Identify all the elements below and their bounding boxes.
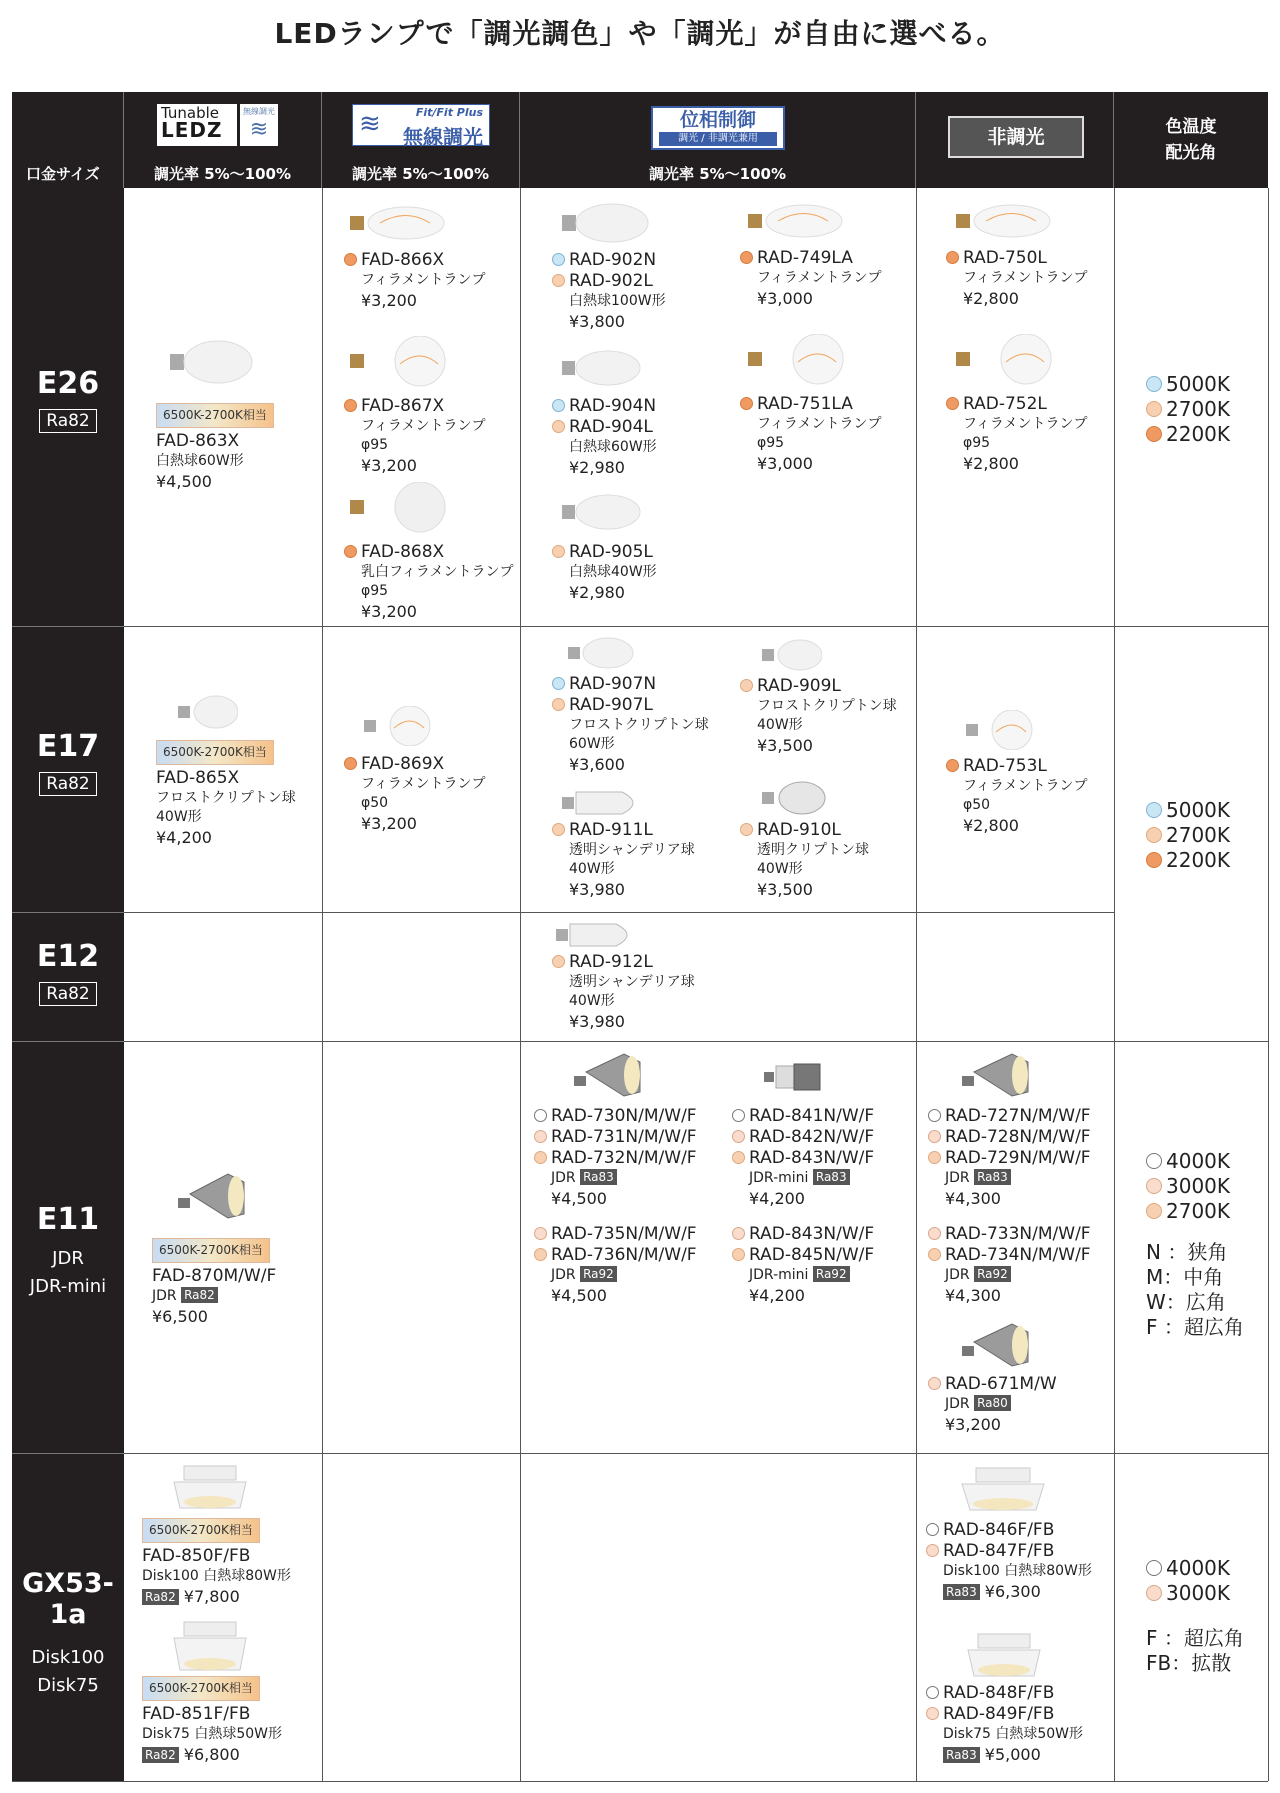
row-e12-label: E12 Ra82 bbox=[12, 912, 124, 1041]
color-dot-3000k bbox=[1146, 1178, 1162, 1194]
color-dot-2700k bbox=[1146, 827, 1162, 843]
fit-dimming-rate: 調光率 5%〜100% bbox=[351, 165, 490, 183]
color-dot-4000k bbox=[926, 1686, 939, 1699]
color-dot-2700k bbox=[552, 274, 565, 287]
product-rad-848: RAD-848F/FB RAD-849F/FB Disk75 白熱球50W形 Ra83 ¥5,000 bbox=[926, 1683, 1083, 1766]
product-fad-850: 6500K-2700K相当 FAD-850F/FB Disk100 白熱球80W形 Ra82 ¥7,800 bbox=[142, 1518, 291, 1608]
page-title: LEDランプで「調光調色」や「調光」が自由に選べる。 bbox=[274, 17, 1006, 50]
header-tunable bbox=[124, 92, 322, 188]
row-e26-label: E26 Ra82 bbox=[12, 188, 124, 626]
header-base-size bbox=[12, 92, 124, 188]
color-dot-4000k bbox=[1146, 1560, 1162, 1576]
color-dot-2700k bbox=[552, 823, 565, 836]
bulb-a-shape-icon bbox=[562, 203, 650, 245]
color-dot-2700k bbox=[552, 698, 565, 711]
product-fad-865x: 6500K-2700K相当 FAD-865X フロストクリプトン球 40W形 ¥4,200 bbox=[156, 740, 296, 849]
ra-badge: Ra82 bbox=[142, 1589, 179, 1605]
legend-e11: 4000K 3000K 2700K N ：狭角 M：中角 W：広角 F ：超広角 bbox=[1146, 1149, 1244, 1339]
ra-badge: Ra82 bbox=[181, 1287, 218, 1303]
product-fad-867x: FAD-867X フィラメントランプ φ95 ¥3,200 bbox=[344, 396, 485, 477]
legend-gx53: 4000K 3000K F ：超広角 FB：拡散 bbox=[1146, 1556, 1244, 1675]
non-dimming-label: 非調光 bbox=[948, 116, 1084, 158]
color-dot-5000k bbox=[1146, 376, 1162, 392]
color-dot-2700k bbox=[552, 420, 565, 433]
product-rad-733: RAD-733N/M/W/F RAD-734N/M/W/F JDR Ra92 ¥4,300 bbox=[928, 1224, 1091, 1307]
bulb-clear-krypton-icon bbox=[762, 780, 826, 816]
color-dot-3000k bbox=[732, 1227, 745, 1240]
phase-control-logo: 位相制御 調光 / 非調光兼用 bbox=[651, 106, 785, 150]
tunable-ledz-logo: Tunable LEDZ bbox=[157, 104, 237, 146]
color-dot-2700k bbox=[732, 1151, 745, 1164]
product-rad-904: RAD-904N RAD-904L 白熱球60W形 ¥2,980 bbox=[552, 396, 657, 479]
product-fad-851: 6500K-2700K相当 FAD-851F/FB Disk75 白熱球50W形 Ra82 ¥6,800 bbox=[142, 1676, 282, 1766]
grid-line bbox=[322, 188, 323, 1781]
color-dot-2200k bbox=[740, 251, 753, 264]
bulb-chandelier-icon bbox=[556, 920, 640, 950]
color-dot-5000k bbox=[552, 677, 565, 690]
color-dot-2200k bbox=[344, 253, 357, 266]
ra-badge: Ra82 bbox=[39, 409, 97, 433]
cct-label: 6500K-2700K相当 bbox=[152, 1238, 270, 1263]
cct-label: 6500K-2700K相当 bbox=[156, 403, 274, 428]
header-phase bbox=[520, 92, 916, 188]
product-fad-868x: FAD-868X 乳白フィラメントランプ φ95 ¥3,200 bbox=[344, 542, 513, 623]
ra-badge: Ra82 bbox=[142, 1747, 179, 1763]
base-size-label: 口金サイズ bbox=[26, 165, 100, 183]
color-temp-label: 色温度 bbox=[1165, 117, 1217, 137]
product-fad-870: 6500K-2700K相当 FAD-870M/W/F JDR Ra82 ¥6,500 bbox=[152, 1238, 276, 1328]
color-dot-2200k bbox=[344, 757, 357, 770]
ra-badge: Ra83 bbox=[974, 1169, 1011, 1185]
product-rad-749la: RAD-749LA フィラメントランプ ¥3,000 bbox=[740, 248, 881, 310]
product-rad-907: RAD-907N RAD-907L フロストクリプトン球 60W形 ¥3,600 bbox=[552, 674, 709, 776]
cct-label: 6500K-2700K相当 bbox=[142, 1676, 260, 1701]
grid-line bbox=[520, 188, 521, 1781]
grid-line bbox=[916, 188, 917, 1781]
bulb-krypton-icon bbox=[762, 638, 822, 672]
bulb-a-shape-icon bbox=[170, 340, 256, 390]
bulb-filament-icon bbox=[748, 202, 844, 240]
grid-line bbox=[124, 626, 1268, 627]
product-rad-843-845: RAD-843N/W/F RAD-845N/W/F JDR-mini Ra92 ¥4,200 bbox=[732, 1224, 874, 1307]
bulb-filament-globe-icon bbox=[364, 706, 434, 746]
bulb-a-shape-icon bbox=[562, 494, 642, 532]
bulb-filament-icon bbox=[956, 202, 1052, 240]
product-rad-912l: RAD-912L 透明シャンデリア球 40W形 ¥3,980 bbox=[552, 952, 695, 1033]
product-rad-735: RAD-735N/M/W/F RAD-736N/M/W/F JDR Ra92 ¥4,500 bbox=[534, 1224, 697, 1307]
color-dot-4000k bbox=[732, 1109, 745, 1122]
color-dot-2700k bbox=[552, 545, 565, 558]
disk-light-icon bbox=[172, 1464, 248, 1510]
color-dot-2200k bbox=[946, 251, 959, 264]
color-dot-2700k bbox=[732, 1248, 745, 1261]
grid-line bbox=[1268, 188, 1269, 1781]
color-dot-2700k bbox=[928, 1248, 941, 1261]
fit-wireless-logo: Fit/Fit Plus ≋ 無線調光 bbox=[352, 104, 490, 146]
color-dot-2700k bbox=[928, 1151, 941, 1164]
bulb-filament-globe-icon bbox=[966, 710, 1036, 750]
color-dot-2700k bbox=[1146, 401, 1162, 417]
ra-badge: Ra82 bbox=[39, 772, 97, 796]
color-dot-3000k bbox=[534, 1227, 547, 1240]
disk-light-icon bbox=[966, 1632, 1042, 1678]
color-dot-3000k bbox=[928, 1130, 941, 1143]
ra-badge: Ra83 bbox=[943, 1747, 980, 1763]
bulb-jdr-reflector-icon bbox=[574, 1052, 644, 1098]
color-dot-2700k bbox=[1146, 1203, 1162, 1219]
product-rad-909l: RAD-909L フロストクリプトン球 40W形 ¥3,500 bbox=[740, 676, 897, 757]
product-fad-869x: FAD-869X フィラメントランプ φ50 ¥3,200 bbox=[344, 754, 485, 835]
row-gx53-label: GX53-1a Disk100 Disk75 bbox=[12, 1453, 124, 1781]
tunable-dimming-rate: 調光率 5%〜100% bbox=[153, 165, 292, 183]
product-rad-841: RAD-841N/W/F RAD-842N/W/F RAD-843N/W/F JDR-mini Ra83 ¥4,200 bbox=[732, 1106, 874, 1210]
color-dot-5000k bbox=[552, 253, 565, 266]
ra-badge: Ra83 bbox=[943, 1584, 980, 1600]
bulb-filament-icon bbox=[350, 204, 446, 242]
color-dot-2200k bbox=[740, 397, 753, 410]
product-fad-863x: 6500K-2700K相当 FAD-863X 白熱球60W形 ¥4,500 bbox=[156, 403, 274, 493]
ra-badge: Ra83 bbox=[580, 1169, 617, 1185]
color-dot-2700k bbox=[534, 1248, 547, 1261]
product-rad-730: RAD-730N/M/W/F RAD-731N/M/W/F RAD-732N/M/W/F JDR Ra83 ¥4,500 bbox=[534, 1106, 697, 1210]
bulb-jdr-reflector-icon bbox=[962, 1052, 1032, 1098]
ra-badge: Ra80 bbox=[974, 1395, 1011, 1411]
wireless-icon: ≋ bbox=[359, 109, 381, 139]
bulb-jdr-reflector-icon bbox=[178, 1172, 248, 1220]
product-rad-750l: RAD-750L フィラメントランプ ¥2,800 bbox=[946, 248, 1087, 310]
product-rad-751la: RAD-751LA フィラメントランプ φ95 ¥3,000 bbox=[740, 394, 881, 475]
ra-badge: Ra83 bbox=[813, 1169, 850, 1185]
header-color-temp bbox=[1114, 92, 1268, 188]
beam-angle-label: 配光角 bbox=[1165, 143, 1217, 163]
color-dot-2700k bbox=[740, 679, 753, 692]
header-non-dim bbox=[916, 92, 1114, 188]
legend-e26: 5000K 2700K 2200K bbox=[1146, 372, 1230, 447]
ra-badge: Ra82 bbox=[39, 982, 97, 1006]
bulb-jdr-reflector-icon bbox=[962, 1322, 1032, 1368]
bulb-globe-icon bbox=[956, 334, 1056, 386]
row-e11-label: E11 JDR JDR-mini bbox=[12, 1041, 124, 1453]
color-dot-3000k bbox=[926, 1707, 939, 1720]
legend-e17: 5000K 2700K 2200K bbox=[1146, 798, 1230, 873]
grid-line bbox=[12, 1781, 1268, 1782]
product-rad-727: RAD-727N/M/W/F RAD-728N/M/W/F RAD-729N/M/W/F JDR Ra83 ¥4,300 bbox=[928, 1106, 1091, 1210]
product-rad-752l: RAD-752L フィラメントランプ φ95 ¥2,800 bbox=[946, 394, 1087, 475]
color-dot-2200k bbox=[946, 397, 959, 410]
bulb-globe-icon bbox=[748, 334, 848, 386]
grid-line bbox=[124, 1453, 1268, 1454]
grid-line bbox=[1114, 188, 1115, 1781]
color-dot-5000k bbox=[552, 399, 565, 412]
product-rad-671: RAD-671M/W JDR Ra80 ¥3,200 bbox=[928, 1374, 1057, 1436]
product-fad-866x: FAD-866X フィラメントランプ ¥3,200 bbox=[344, 250, 485, 312]
grid-line bbox=[124, 912, 1114, 913]
color-dot-2200k bbox=[344, 545, 357, 558]
cct-label: 6500K-2700K相当 bbox=[156, 740, 274, 765]
product-rad-910l: RAD-910L 透明クリプトン球 40W形 ¥3,500 bbox=[740, 820, 869, 901]
color-dot-2200k bbox=[1146, 852, 1162, 868]
bulb-a-shape-icon bbox=[562, 350, 642, 388]
ra-badge: Ra92 bbox=[813, 1266, 850, 1282]
color-dot-5000k bbox=[1146, 802, 1162, 818]
wireless-icon: 無線調光 ≋ bbox=[240, 104, 278, 146]
disk-light-icon bbox=[960, 1466, 1046, 1512]
color-dot-2700k bbox=[552, 955, 565, 968]
product-rad-905l: RAD-905L 白熱球40W形 ¥2,980 bbox=[552, 542, 657, 604]
grid-line bbox=[124, 1041, 1268, 1042]
header-fit bbox=[322, 92, 520, 188]
phase-dimming-rate: 調光率 5%〜100% bbox=[648, 165, 787, 183]
disk-light-icon bbox=[172, 1620, 248, 1672]
product-rad-902: RAD-902N RAD-902L 白熱球100W形 ¥3,800 bbox=[552, 250, 666, 333]
color-dot-4000k bbox=[1146, 1153, 1162, 1169]
bulb-krypton-icon bbox=[568, 636, 634, 670]
color-dot-3000k bbox=[928, 1377, 941, 1390]
color-dot-4000k bbox=[928, 1109, 941, 1122]
color-dot-2200k bbox=[1146, 426, 1162, 442]
product-rad-911l: RAD-911L 透明シャンデリア球 40W形 ¥3,980 bbox=[552, 820, 695, 901]
product-rad-846: RAD-846F/FB RAD-847F/FB Disk100 白熱球80W形 Ra83 ¥6,300 bbox=[926, 1520, 1092, 1603]
color-dot-3000k bbox=[732, 1130, 745, 1143]
bulb-globe-icon bbox=[350, 336, 450, 388]
color-dot-3000k bbox=[926, 1544, 939, 1557]
color-dot-2700k bbox=[740, 823, 753, 836]
color-dot-3000k bbox=[928, 1227, 941, 1240]
product-rad-753l: RAD-753L フィラメントランプ φ50 ¥2,800 bbox=[946, 756, 1087, 837]
color-dot-4000k bbox=[534, 1109, 547, 1122]
ra-badge: Ra92 bbox=[974, 1266, 1011, 1282]
ra-badge: Ra92 bbox=[580, 1266, 617, 1282]
color-dot-2200k bbox=[344, 399, 357, 412]
color-dot-4000k bbox=[926, 1523, 939, 1536]
bulb-chandelier-icon bbox=[562, 788, 646, 818]
color-dot-3000k bbox=[534, 1130, 547, 1143]
color-dot-2200k bbox=[946, 759, 959, 772]
row-e17-label: E17 Ra82 bbox=[12, 626, 124, 912]
color-dot-3000k bbox=[1146, 1585, 1162, 1601]
color-dot-2700k bbox=[534, 1151, 547, 1164]
cct-label: 6500K-2700K相当 bbox=[142, 1518, 260, 1543]
bulb-jdr-mini-icon bbox=[764, 1060, 824, 1094]
bulb-krypton-icon bbox=[178, 694, 238, 730]
bulb-globe-frosted-icon bbox=[350, 482, 450, 534]
